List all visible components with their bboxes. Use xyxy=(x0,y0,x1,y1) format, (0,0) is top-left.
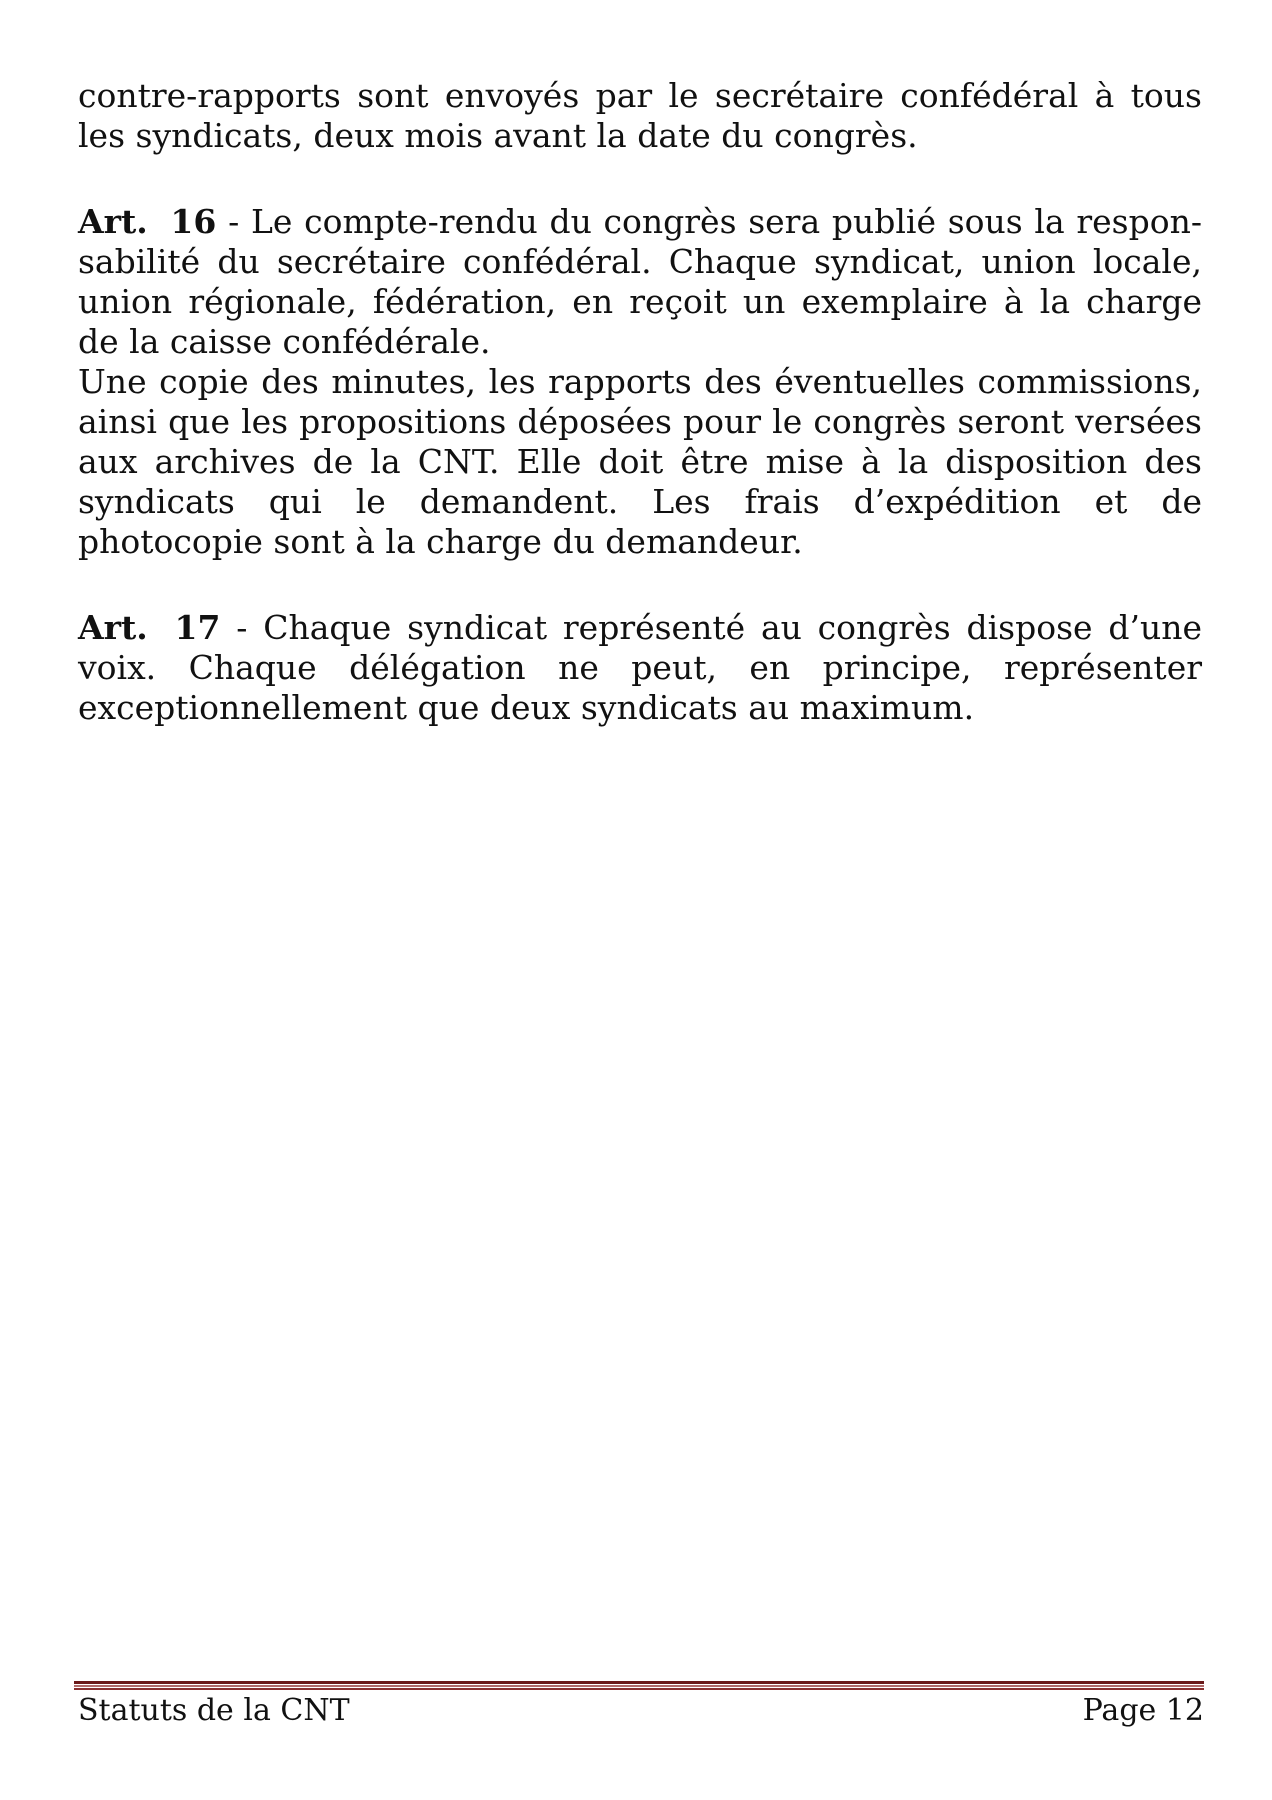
intro-paragraph: contre-rapports sont envoyés par le secrétaire confédéral à tous les syndicats, deux mois avant la date du congrès. xyxy=(78,76,1202,155)
footer-page-number: Page 12 xyxy=(1082,1693,1204,1728)
article-16-text-1: Le compte-rendu du congrès sera publié sous la responsabilité du secrétaire confédéral. Chaque syndicat, union locale, union régionale, fédération, en reçoit un exemplaire à la charge de la caisse confédérale. xyxy=(78,202,1202,361)
footer-document-title: Statuts de la CNT xyxy=(78,1693,350,1728)
footer-rule xyxy=(74,1681,1204,1690)
article-16-separator: - xyxy=(216,202,251,241)
article-16-paragraph-2: Une copie des minutes, les rapports des éventuelles commissions, ainsi que les propositions déposées pour le congrès seront versées aux archives de la CNT. Elle doit être mise à la disposition des syndicats qui le demandent. Les frais d’expédition et de photocopie sont à la charge du demandeur. xyxy=(78,362,1202,561)
article-17-text: Chaque syndicat représenté au congrès dispose d’une voix. Chaque délégation ne peut, en principe, représenter exceptionnellement que deux syndicats au maximum. xyxy=(78,608,1202,727)
article-16-paragraph-1 xyxy=(78,202,1202,362)
document-body xyxy=(78,76,1202,728)
paragraph-gap xyxy=(78,156,1202,202)
article-16-label: Art. 16 xyxy=(78,202,217,241)
article-17-paragraph xyxy=(78,608,1202,728)
article-17-label: Art. 17 xyxy=(78,608,221,647)
paragraph-gap xyxy=(78,562,1202,608)
article-17-separator: - xyxy=(220,608,264,647)
